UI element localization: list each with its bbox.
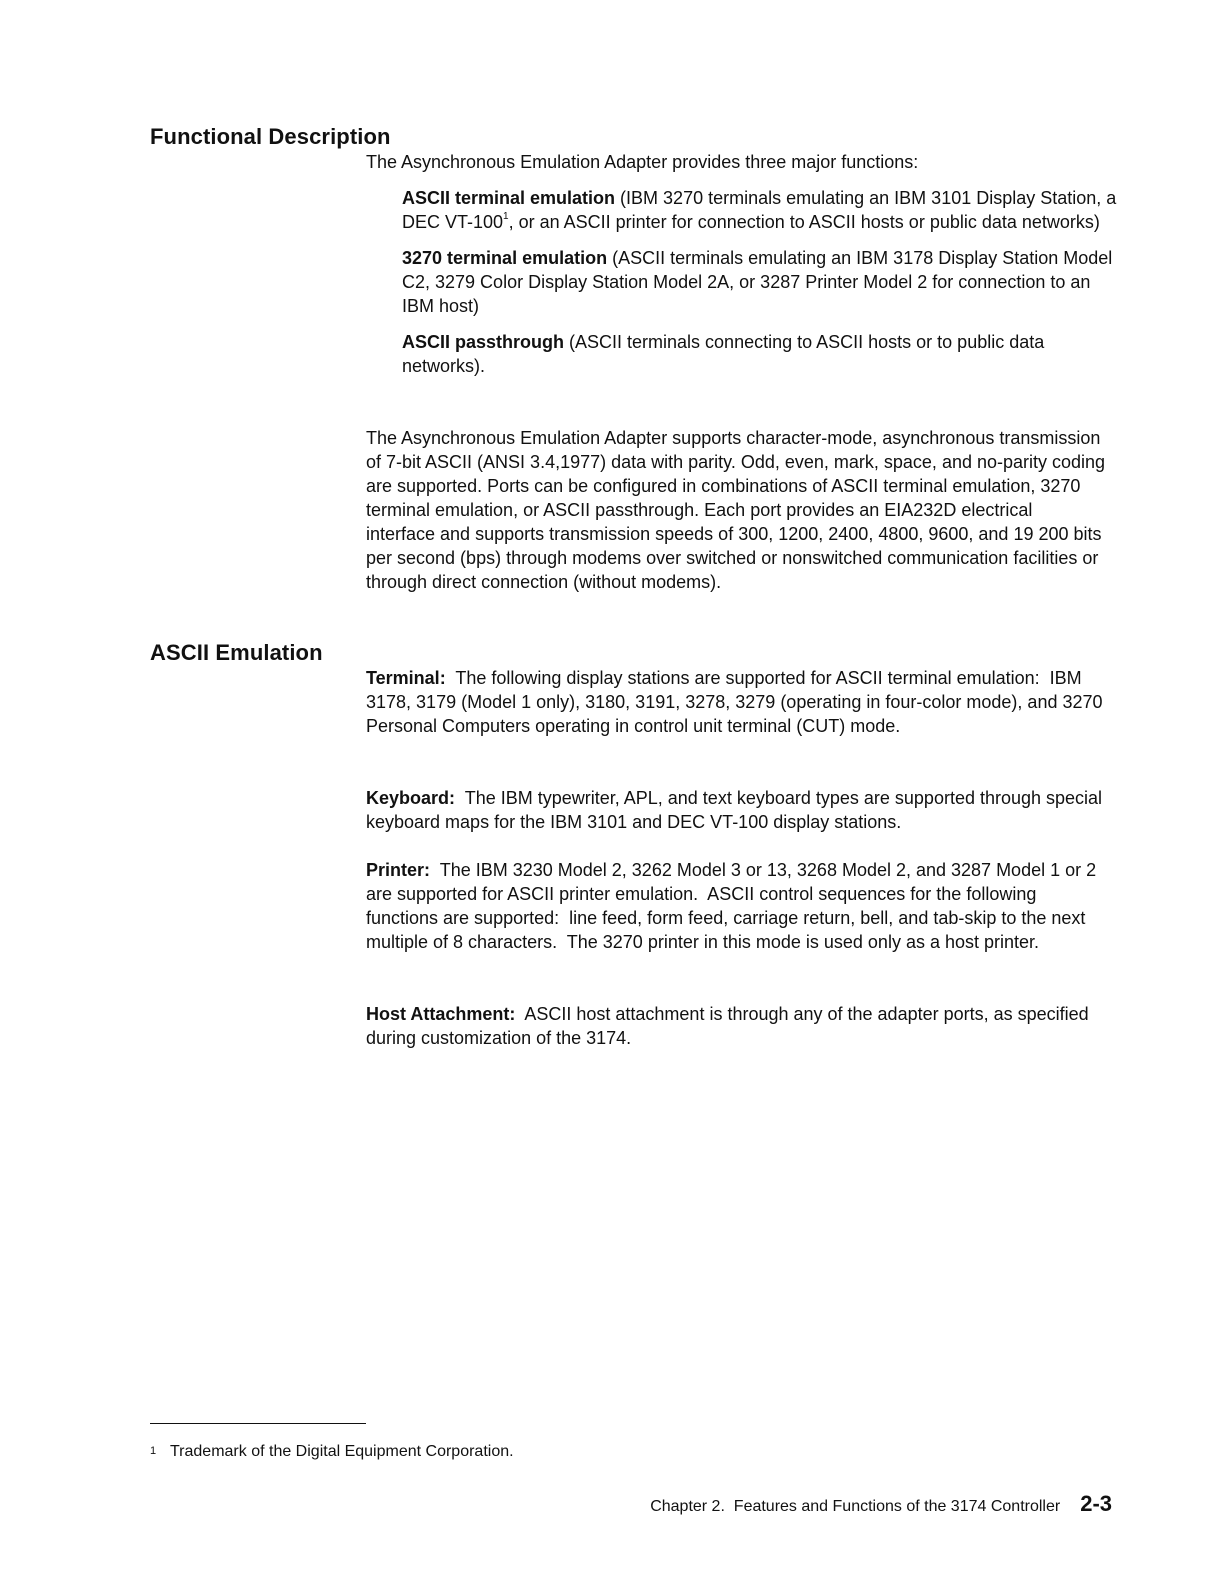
function-item-ascii-terminal-emulation	[402, 186, 1122, 234]
footnote-text: Trademark of the Digital Equipment Corporation.	[170, 1443, 514, 1460]
section-heading-ascii-emulation: ASCII Emulation	[150, 640, 323, 665]
footnote-divider	[150, 1423, 366, 1424]
footnote	[150, 1441, 514, 1463]
functions-list	[402, 186, 1122, 390]
printer-paragraph	[366, 858, 1106, 954]
footnote-reference: 1	[503, 211, 509, 222]
function-item-ascii-passthrough	[402, 330, 1122, 378]
terminal-label: Terminal:	[366, 668, 446, 688]
host-attachment-label: Host Attachment:	[366, 1004, 516, 1024]
chapter-title: Chapter 2. Features and Functions of the 3174 Controller	[650, 1498, 1061, 1515]
keyboard-label: Keyboard:	[366, 788, 456, 808]
function-description: (IBM 3270 terminals emulating an IBM 3101 Display Station, a DEC VT-100	[402, 188, 1117, 232]
page-number: 2-3	[1080, 1491, 1112, 1516]
function-description-cont: , or an ASCII printer for connection to ASCII hosts or public data networks)	[508, 212, 1100, 232]
function-description: (ASCII terminals emulating an IBM 3178 Display Station Model C2, 3279 Color Display Station Model 2A, or 3287 Printer Model 2 for connection to an IBM host)	[402, 248, 1113, 316]
keyboard-text: The IBM typewriter, APL, and text keyboard types are supported through special keyboard maps for the IBM 3101 and DEC VT-100 display stations.	[366, 788, 1108, 832]
terminal-text: The following display stations are supported for ASCII terminal emulation: IBM 3178, 3179 (Model 1 only), 3180, 3191, 3278, 3279 (operating in four-color mode), and 3270 Personal Computers operating in control unit terminal (CUT) mode.	[366, 668, 1108, 736]
function-item-3270-terminal-emulation	[402, 246, 1122, 318]
host-attachment-paragraph	[366, 1002, 1106, 1050]
host-attachment-text: ASCII host attachment is through any of the adapter ports, as specified during customization of the 3174.	[366, 1004, 1094, 1048]
terminal-paragraph	[366, 666, 1106, 738]
printer-text: The IBM 3230 Model 2, 3262 Model 3 or 13, 3268 Model 2, and 3287 Model 1 or 2 are supported for ASCII printer emulation. ASCII control sequences for the following functions are supported: line feed, form feed, carriage return, bell, and tab-skip to the next multiple of 8 characters. The 3270 printer in this mode is used only as a host printer.	[366, 860, 1102, 952]
keyboard-paragraph	[366, 786, 1106, 834]
function-description: (ASCII terminals connecting to ASCII hosts or to public data networks).	[402, 332, 1045, 376]
page-footer	[650, 1490, 1112, 1521]
printer-label: Printer:	[366, 860, 431, 880]
function-term: ASCII passthrough	[402, 332, 565, 352]
async-paragraph: The Asynchronous Emulation Adapter supports character-mode, asynchronous transmission of 7-bit ASCII (ANSI 3.4,1977) data with parity. Odd, even, mark, space, and no-parity coding are supported. Ports can be configured in combinations of ASCII terminal emulation, 3270 terminal emulation, or ASCII passthrough. Each port provides an EIA232D electrical interface and supports transmission speeds of 300, 1200, 2400, 4800, 9600, and 19 200 bits per second (bps) through modems over switched or nonswitched communication facilities or through direct connection (without modems).	[366, 428, 1106, 592]
section-heading-functional-description: Functional Description	[150, 124, 391, 149]
function-term: 3270 terminal emulation	[402, 248, 608, 268]
function-term: ASCII terminal emulation	[402, 188, 616, 208]
intro-paragraph: The Asynchronous Emulation Adapter provides three major functions:	[366, 152, 919, 172]
footnote-marker: 1	[150, 1445, 157, 1457]
